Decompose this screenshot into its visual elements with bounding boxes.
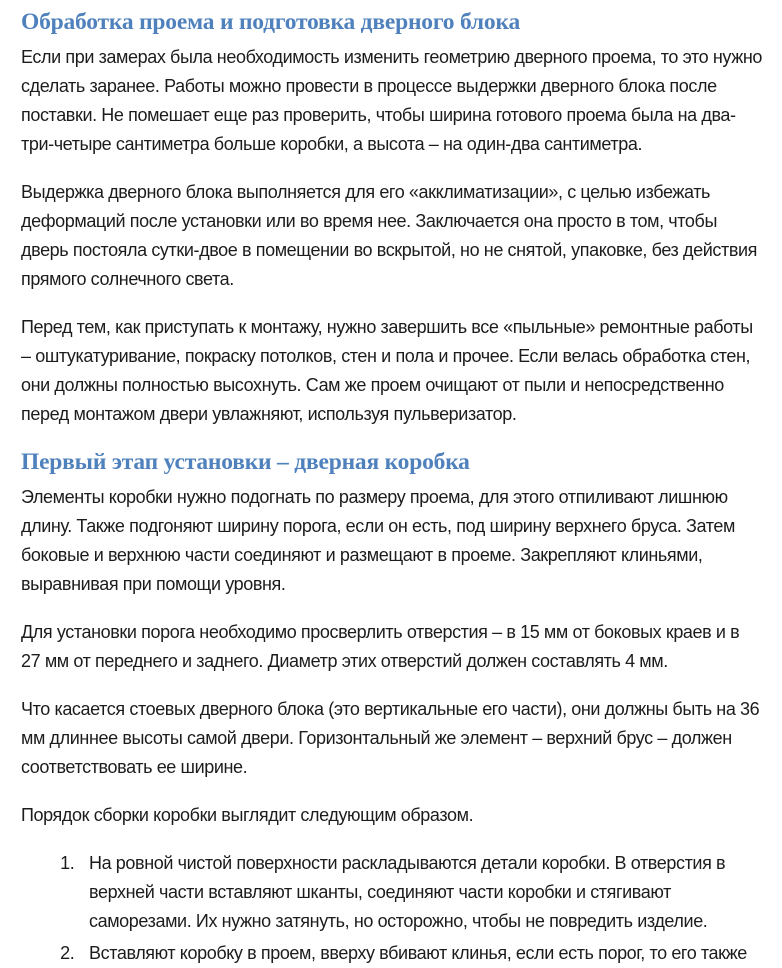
section-first-stage-door-frame bbox=[21, 448, 762, 968]
assembly-steps-list bbox=[21, 849, 762, 968]
paragraph-threshold-holes: Для установки порога необходимо просверлить отверстия – в 15 мм от боковых краев и в 27 мм от переднего и заднего. Диаметр этих отверстий должен составлять 4 мм. bbox=[21, 622, 740, 671]
section-heading-first-stage: Первый этап установки – дверная коробка bbox=[21, 449, 470, 475]
paragraph-dusty-works: Перед тем, как приступать к монтажу, нужно завершить все «пыльные» ремонтные работы – оштукатуривание, покраску потолков, стен и пола и прочее. Если велась обработка стен, они должны полностью высохнуть. Сам же проем очищают от пыли и непосредственно перед монтажом двери увлажняют, используя пульверизатор. bbox=[21, 317, 753, 424]
paragraph-assembly-order-intro: Порядок сборки коробки выглядит следующим образом. bbox=[21, 805, 474, 825]
paragraph-vertical-parts: Что касается стоевых дверного блока (это вертикальные его части), они должны быть на 36 мм длиннее высоты самой двери. Горизонтальный же элемент – верхний брус – должен соответствовать ее ширине. bbox=[21, 699, 760, 777]
paragraph-measurements: Если при замерах была необходимость изменить геометрию дверного проема, то это нужно сделать заранее. Работы можно провести в процессе выдержки дверного блока после поставки. Не помешает еще раз проверить, чтобы ширина готового проема была на два-три-четыре сантиметра больше коробки, а высота – на один-два сантиметра. bbox=[21, 47, 762, 154]
paragraph-frame-fitting: Элементы коробки нужно подогнать по размеру проема, для этого отпиливают лишнюю длину. Также подгоняют ширину порога, если он есть, под ширину верхнего бруса. Затем боковые и верхнюю части соединяют и размещают в проеме. Закрепляют клиньями, выравнивая при помощи уровня. bbox=[21, 487, 735, 594]
paragraph-acclimatization: Выдержка дверного блока выполняется для его «акклиматизации», с целью избежать деформаций после установки или во время нее. Заключается она просто в том, чтобы дверь постояла сутки-двое в помещении во вскрытой, но не снятой, упаковке, без действия прямого солнечного света. bbox=[21, 182, 757, 289]
assembly-step-2: 2. Вставляют коробку в проем, вверху вбивают клинья, если есть порог, то его также bbox=[79, 939, 762, 968]
section-heading-opening-preparation: Обработка проема и подготовка дверного блока bbox=[21, 9, 520, 35]
section-opening-preparation bbox=[21, 8, 762, 429]
assembly-step-1: 1. На ровной чистой поверхности раскладываются детали коробки. В отверстия в верхней части вставляют шканты, соединяют части коробки и стягивают саморезами. Их нужно затянуть, но осторожно, чтобы не повредить изделие. bbox=[79, 849, 762, 936]
